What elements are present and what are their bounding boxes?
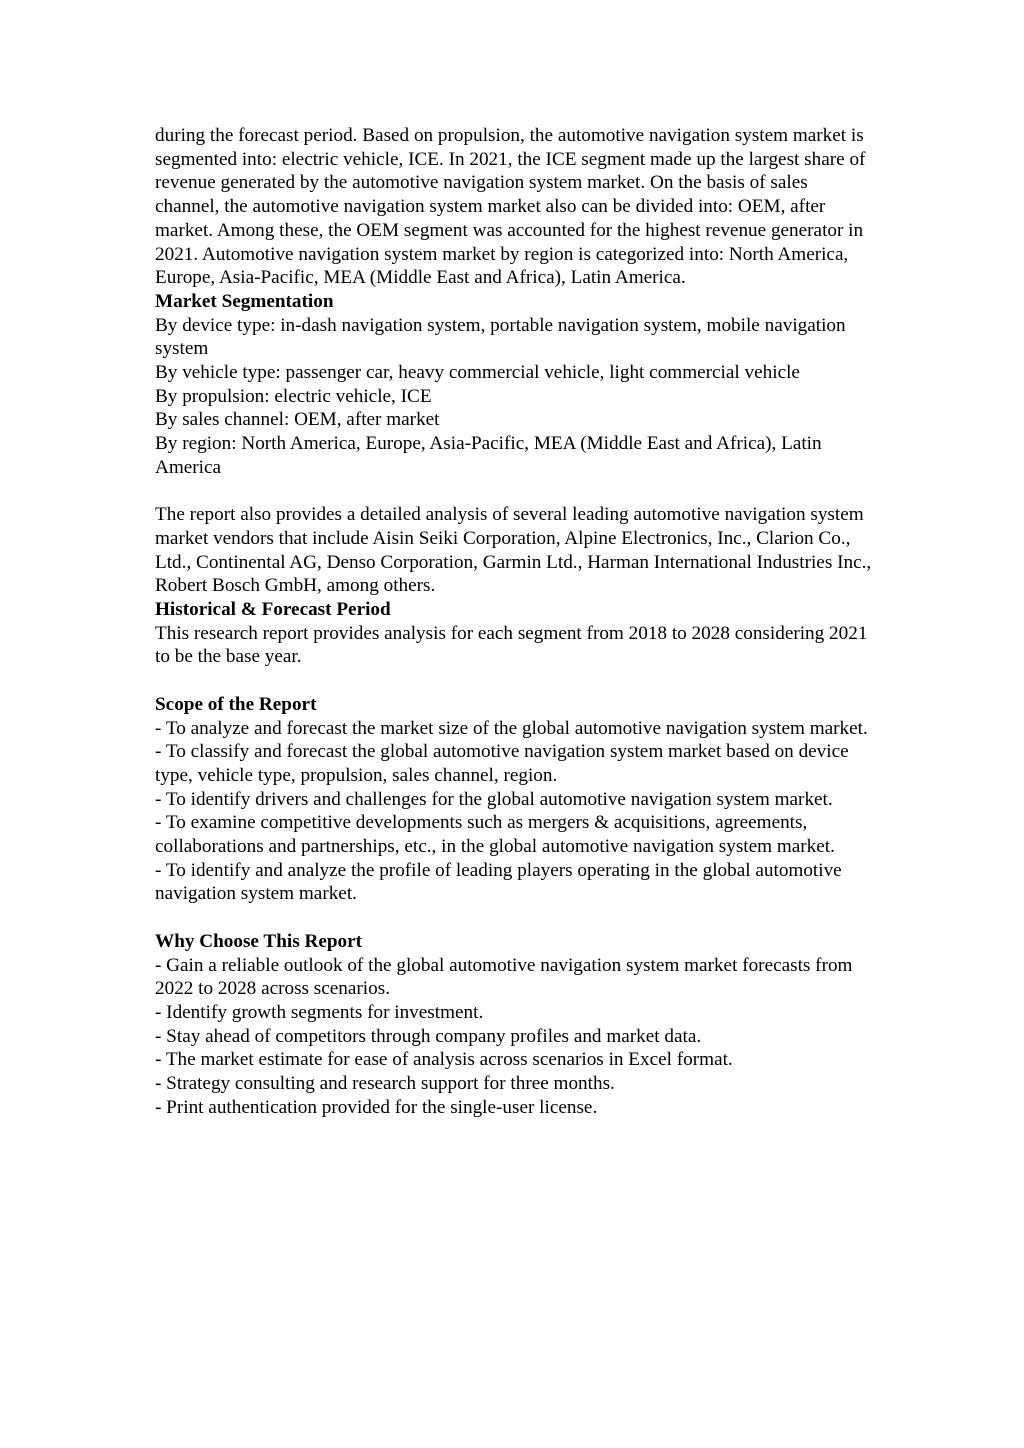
why-item: - Print authentication provided for the single-user license. (155, 1096, 598, 1118)
scope-item: - To analyze and forecast the market size of the global automotive navigation system market. (155, 717, 868, 739)
intro-paragraph: during the forecast period. Based on propulsion, the automotive navigation system market is segmented into: electric vehicle, ICE. In 2021, the ICE segment made up the largest share of revenue generated by the automotive navigation system market. On the basis of sales channel, the automotive navigation system market also can be divided into: OEM, after market. Among these, the OEM segment was accounted for the highest revenue generator in 2021. Automotive navigation system market by region is categorized into: North America, Europe, Asia-Pacific, MEA (Middle East and Africa), Latin America. (155, 125, 866, 289)
period-heading: Historical & Forecast Period (155, 599, 391, 621)
scope-heading: Scope of the Report (155, 693, 317, 715)
period-text: This research report provides analysis for each segment from 2018 to 2028 considering 2021 to be the base year. (155, 622, 868, 668)
scope-section (155, 693, 875, 906)
segmentation-heading: Market Segmentation (155, 290, 334, 312)
document-page (155, 124, 875, 1143)
why-section (155, 930, 875, 1120)
why-item: - Strategy consulting and research support for three months. (155, 1073, 615, 1095)
scope-item: - To classify and forecast the global automotive navigation system market based on device type, vehicle type, propulsion, sales channel, region. (155, 741, 849, 786)
segmentation-item-region: By region: North America, Europe, Asia-Pacific, MEA (Middle East and Africa), Latin America (155, 433, 822, 478)
why-heading: Why Choose This Report (155, 930, 363, 952)
segmentation-item-propulsion: By propulsion: electric vehicle, ICE (155, 385, 432, 407)
segmentation-section (155, 290, 875, 480)
vendors-paragraph: The report also provides a detailed analysis of several leading automotive navigation system market vendors that include Aisin Seiki Corporation, Alpine Electronics, Inc., Clarion Co., Ltd., Continental AG, Denso Corporation, Garmin Ltd., Harman International Industries Inc., Robert Bosch GmbH, among others. (155, 504, 872, 597)
why-item: - Identify growth segments for investment. (155, 1001, 484, 1023)
scope-item: - To examine competitive developments such as mergers & acquisitions, agreements, collaborations and partnerships, etc., in the global automotive navigation system market. (155, 812, 835, 858)
segmentation-item-sales-channel: By sales channel: OEM, after market (155, 409, 440, 431)
why-item: - The market estimate for ease of analysis across scenarios in Excel format. (155, 1049, 733, 1071)
segmentation-item-device: By device type: in-dash navigation system, portable navigation system, mobile navigation system (155, 314, 846, 360)
why-item: - Stay ahead of competitors through company profiles and market data. (155, 1025, 702, 1047)
period-section (155, 598, 875, 669)
scope-item: - To identify drivers and challenges for the global automotive navigation system market. (155, 788, 833, 810)
scope-item: - To identify and analyze the profile of leading players operating in the global automotive navigation system market. (155, 859, 842, 905)
segmentation-item-vehicle: By vehicle type: passenger car, heavy commercial vehicle, light commercial vehicle (155, 362, 800, 384)
why-item: - Gain a reliable outlook of the global automotive navigation system market forecasts from 2022 to 2028 across scenarios. (155, 954, 853, 1000)
